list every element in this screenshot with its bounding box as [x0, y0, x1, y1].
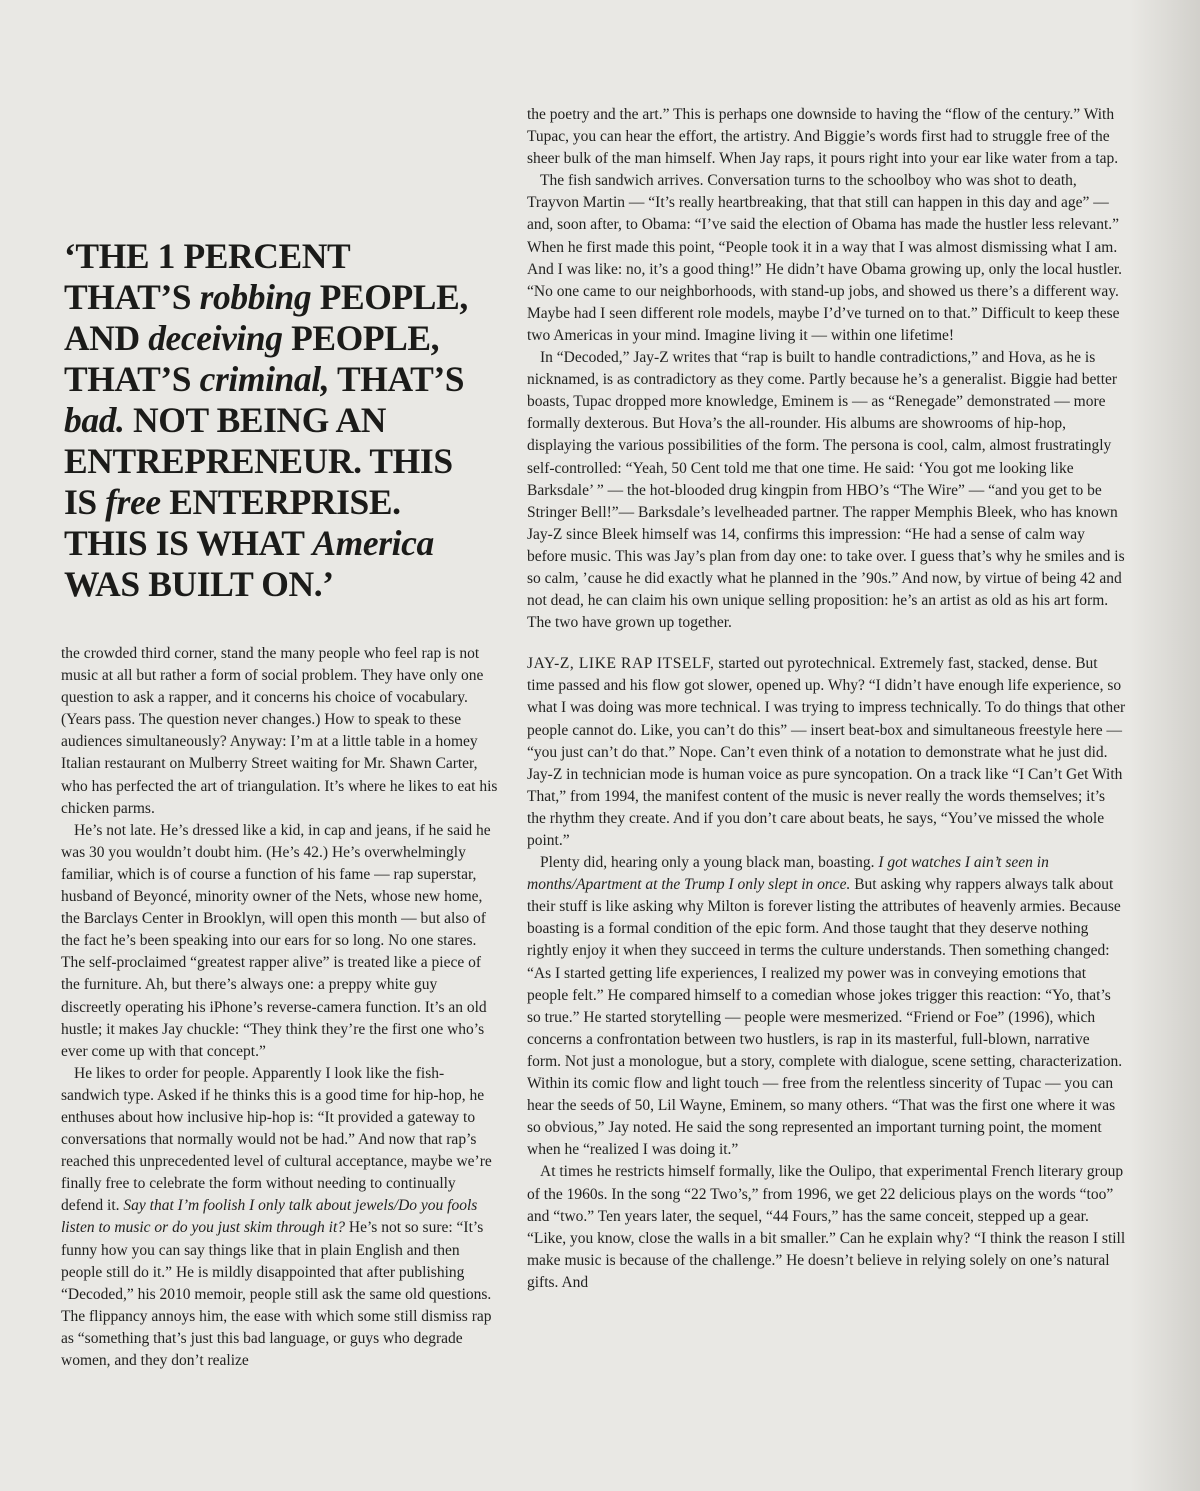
body-paragraph: the crowded third corner, stand the many people who feel rap is not music at all but rather a form of social problem. They have only one question to ask a rapper, and it concerns his choice of vocabulary. (Years pass. The question never changes.) How to speak to these audiences simultaneously? Anyway: I’m at a little table in a homey Italian restaurant on Mulberry Street waiting for Mr. Shawn Carter, who has perfected the art of triangulation. It’s where he likes to eat his chicken parms.	[61, 645, 498, 817]
pull-quote-line: THAT’S criminal, THAT’S	[64, 359, 465, 399]
pull-quote-line: AND deceiving PEOPLE,	[64, 318, 440, 358]
body-paragraph: the poetry and the art.” This is perhaps one downside to having the “flow of the century.” With Tupac, you can hear the effort, the artistry. And Biggie’s words first had to struggle free of the sheer bulk of the man himself. When Jay raps, it pours right into your ear like water from a tap.	[527, 106, 1119, 168]
lyric-quote: I got watches I ain’t seen in months/Apartment at the Trump I only slept in once.	[527, 854, 1049, 894]
page-gutter-shadow	[1130, 0, 1200, 1491]
body-paragraph: He’s not late. He’s dressed like a kid, in cap and jeans, if he said he was 30 you wouldn’t doubt him. (He’s 42.) He’s overwhelmingly familiar, which is of course a function of his fame — rap superstar, husband of Beyoncé, minority owner of the Nets, whose new home, the Barclays Center in Brooklyn, will open this month — but also of the fact he’s been speaking into our ears for so long. No one stares. The self-proclaimed “greatest rapper alive” is treated like a piece of the furniture. Ah, but there’s always one: a preppy white guy discreetly operating his iPhone’s reverse-camera function. It’s an old hustle; it makes Jay chuckle: “They think they’re the first one who’s ever come up with that concept.”	[61, 821, 491, 1060]
pull-quote-line: bad. NOT BEING AN	[64, 400, 386, 440]
body-paragraph: In “Decoded,” Jay-Z writes that “rap is built to handle contradictions,” and Hova, as he is nicknamed, is as contradictory as they come. Partly because he’s a generalist. Biggie had better boasts, Tupac dropped more knowledge, Eminem is — as “Renegade” demonstrated — more formally dexterous. But Hova’s the all-rounder. His albums are showrooms of hip-hop, displaying the various possibilities of the form. The persona is cool, calm, almost frustratingly self-controlled: “Yeah, 50 Cent told me that one time. He said: ‘You got me looking like Barksdale’ ” — the hot-blooded drug kingpin from HBO’s “The Wire” — “and you get to be Stringer Bell!”— Barksdale’s levelheaded partner. The rapper Memphis Bleek, who has known Jay-Z since Bleek himself was 14, confirms this impression: “He had a sense of calm way before music. This was Jay’s plan from day one: to take over. I guess that’s why he smiles and is so calm, ’cause he did exactly what he planned in the ’90s.” And now, by virtue of being 42 and not dead, he can claim his own unique selling proposition: he’s an artist as old as his art form. The two have grown up together.	[527, 349, 1125, 632]
pull-quote-line: WAS BUILT ON.’	[64, 564, 334, 604]
pull-quote-line: ENTREPRENEUR. THIS	[64, 441, 453, 481]
body-paragraph: He likes to order for people. Apparently I look like the fish-sandwich type. Asked if he thinks this is a good time for hip-hop, he enthuses about how inclusive hip-hop is: “It provided a gateway to conversations that normally would not be had.” And now that rap’s reached this unprecedented level of cultural acceptance, maybe we’re finally free to celebrate the form without needing to continually defend it. Say that I’m foolish I only talk about jewels/Do you fools listen to music or do you just skim through it? He’s not so sure: “It’s funny how you can say things like that in plain English and then people still do it.” He is mildly disappointed that after publishing “Decoded,” his 2010 memoir, people still ask the same old questions. The flippancy annoys him, the ease with which some still dismiss rap as “something that’s just this bad language, or guys who degrade women, and they don’t realize	[61, 1064, 492, 1369]
pull-quote-line: IS free ENTERPRISE.	[64, 482, 401, 522]
section-break-paragraph: JAY-Z, LIKE RAP ITSELF, started out pyrotechnical. Extremely fast, stacked, dense. But time passed and his flow got slower, opened up. Why? “I didn’t have enough life experience, so what I was doing was more technical. I was trying to impress technically. To do things that other people cannot do. Like, you can’t do this” — insert beat-box and simultaneous freestyle here — “you just can’t do that.” Nope. Can’t even think of a notation to demonstrate what he just did. Jay-Z in technician mode is human voice as pure syncopation. On a track like “I Can’t Get With That,” from 1994, the manifest content of the music is never really the words themselves; it’s the rhythm they create. And if you don’t care about beats, he says, “You’ve missed the whole point.”	[527, 655, 1126, 849]
pull-quote-line: THIS IS WHAT America	[64, 523, 434, 563]
pull-quote	[64, 236, 468, 605]
section-lead-in: JAY-Z, LIKE RAP ITSELF,	[527, 655, 715, 673]
body-paragraph: The fish sandwich arrives. Conversation turns to the schoolboy who was shot to death, Trayvon Martin — “It’s really heartbreaking, that that still can happen in this day and age” — and, soon after, to Obama: “I’ve said the election of Obama has made the hustler less relevant.” When he first made this point, “People took it in a way that I was almost dismissing what I am. And I was like: no, it’s a good thing!” He didn’t have Obama growing up, only the local hustler. “No one came to our neighborhoods, with stand-up jobs, and showed us there’s a different way. Maybe had I seen different role models, maybe I’d’ve turned on to that.” Difficult to keep these two Americas in your mind. Imagine living it — within one lifetime!	[527, 172, 1123, 344]
body-paragraph: At times he restricts himself formally, like the Oulipo, that experimental French literary group of the 1960s. In the song “22 Two’s,” from 1996, we get 22 delicious plays on the words “too” and “two.” Ten years later, the sequel, “44 Fours,” has the same conceit, stepped up a gear. “Like, you know, close the walls in a bit smaller.” Can he explain why? “I think the reason I still make music is because of the challenge.” He doesn’t believe in relying solely on one’s natural gifts. And	[527, 1163, 1126, 1291]
pull-quote-line: THAT’S robbing PEOPLE,	[64, 277, 468, 317]
body-paragraph: Plenty did, hearing only a young black man, boasting. I got watches I ain’t seen in months/Apartment at the Trump I only slept in once. But asking why rappers always talk about their stuff is like asking why Milton is forever listing the attributes of heavenly armies. Because boasting is a formal condition of the epic form. And those taught that they deserve nothing rightly enjoy it when they succeed in terms the culture understands. Then something changed: “As I started getting life experiences, I realized my power was in conveying emotions that people felt.” He compared himself to a comedian whose jokes trigger this reaction: “Yo, that’s so true.” He started storytelling — people were mesmerized. “Friend or Foe” (1996), which concerns a confrontation between two hustlers, is rap in its masterful, full-blown, narrative form. Not just a monologue, but a story, complete with dialogue, scene setting, characterization. Within its comic flow and light touch — free from the relentless sincerity of Tupac — you can hear the seeds of 50, Lil Wayne, Eminem, so many others. “That was the first one where it was so obvious,” Jay noted. He said the song represented an important turning point, the moment when he “realized I was doing it.”	[527, 854, 1123, 1159]
left-body-column	[61, 643, 501, 1372]
pull-quote-line: ‘THE 1 PERCENT	[64, 236, 351, 276]
lyric-quote: Say that I’m foolish I only talk about jewels/Do you fools listen to music or do you just skim through it?	[61, 1197, 478, 1237]
right-body-column	[527, 104, 1127, 1294]
